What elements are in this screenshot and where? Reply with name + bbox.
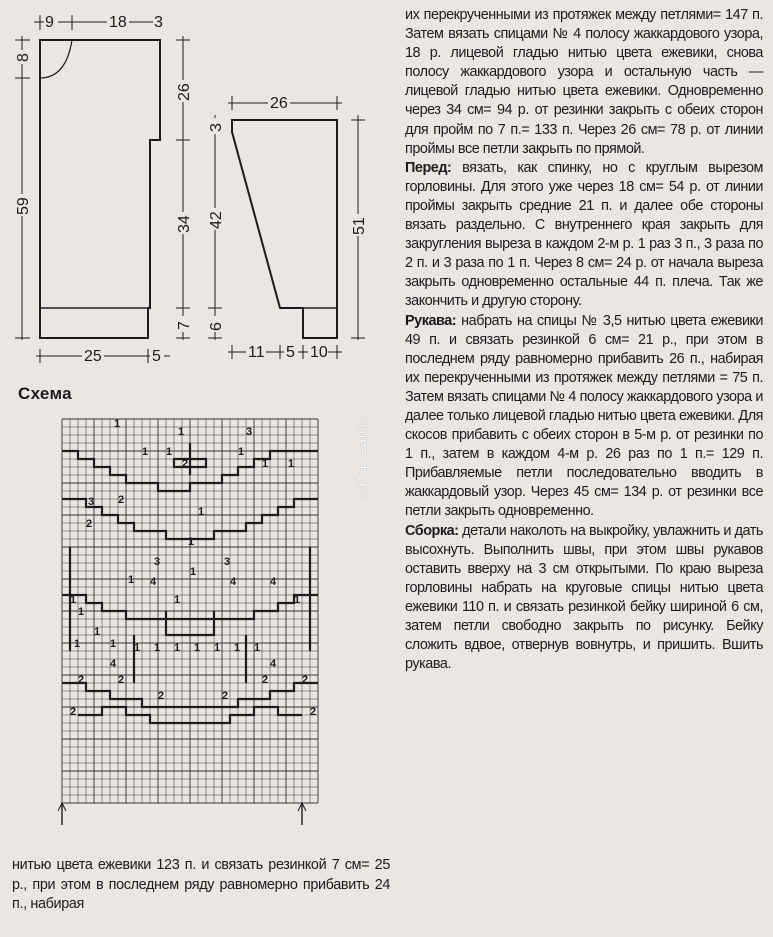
back-top-width-3: 3 (154, 14, 163, 31)
chart-cell-number: 1 (142, 446, 149, 458)
back-right-height-1: 26 (176, 83, 193, 101)
chart-cell-number: 1 (194, 642, 201, 654)
chart-cell-number: 2 (158, 690, 165, 702)
chart-cell-number: 3 (88, 496, 95, 508)
chart-cell-number: 1 (154, 642, 161, 654)
chart-cell-number: 4 (150, 576, 157, 588)
sleeve-right-height: 51 (351, 217, 368, 235)
front-text: вязать, как спинку, но с круглым вырезом горловины. Для этого уже через 18 см= 54 р. от линии проймы закрыть средние 21 п. и далее обе стороны вязать раздельно. С внутреннего края закрыть для закругления выреза в каждом 2-м р. 1 раз 3 п., 3 раза по 2 п. и 3 раза по 1 п. Через 8 см= 24 р. от начала выреза закрыть одновременно остальные 44 п. плеча. Так же закончить и другую сторону. (405, 159, 763, 310)
instructions-column (405, 6, 763, 674)
back-right-height-2: 34 (176, 215, 193, 233)
chart-cell-number: 1 (178, 426, 185, 438)
sleeve-left-height-2: 42 (208, 211, 225, 229)
sleeves-text: набрать на спицы № 3,5 нитью цвета ежевики 49 п. и связать резинкой 6 см= 21 р., при этом в последнем ряду равномерно прибавить 26 п., набирая их перекрученными из протяжек между петлями = 75 п. Затем вязать спицами № 4 полосу жаккардового узора и далее только лицевой гладью нитью цвета ежевики. Для скосов прибавить с обеих сторон в 5-м р. от резинки по 1 п., затем в каждом 4-м р. 26 раз по 1 п.= 129 п. Прибавляемые петли последовательно вводить в жаккардовый узор. Через 45 см= 134 р. от резинки все петли закрыть одновременно. (405, 312, 763, 520)
sleeve-top-width: 26 (270, 95, 288, 112)
sleeve-left-height-3: 6 (208, 322, 225, 331)
chart-cell-number: 1 (134, 642, 141, 654)
chart-cell-number: 2 (222, 690, 229, 702)
back-intro-text: нитью цвета ежевики 123 п. и связать резинкой 7 см= 25 р., при этом в последнем ряду равномерно прибавить 24 п., набирая (12, 857, 390, 912)
motif-line (174, 443, 206, 475)
schematic-svg (0, 0, 400, 380)
back-bottom-width-2: 5 (152, 348, 161, 365)
chart-cell-number: 1 (70, 594, 77, 606)
chart-cell-number: 1 (74, 638, 81, 650)
chart-cell-number: 4 (110, 658, 117, 670)
sleeve-bottom-width-2: 5 (286, 344, 295, 361)
sleeve-left-height-1: 3 (208, 123, 225, 132)
chart-cell-number: 2 (70, 706, 77, 718)
watermark: natalianis (355, 411, 370, 500)
sleeve-bottom-width-3: 10 (310, 344, 328, 361)
sleeve-bottom-width-1: 11 (248, 344, 265, 361)
assembly-text: детали наколоть на выкройку, увлажнить и дать высохнуть. Выполнить швы, при этом швы рукавов оставить вверху на 3 см открытыми. По краю выреза горловины набрать на круговые спицы нитью цвета ежевики 110 п. и связать резинкой бейку шириной 6 см, затем петли свободно закрыть по рисунку. Бейку сложить вдвое, отвернув вовнутрь, и пришить. Вшить рукава. (405, 522, 763, 673)
chart-cell-number: 2 (310, 706, 317, 718)
knitting-chart (58, 415, 320, 835)
chart-cell-number: 1 (78, 606, 85, 618)
bottom-text-block (12, 856, 390, 915)
chart-numbers (70, 418, 316, 718)
chart-cell-number: 1 (288, 458, 295, 470)
chart-cell-number: 1 (174, 594, 181, 606)
back-left-height-2: 59 (15, 197, 32, 215)
chart-grid (58, 419, 318, 825)
schema-title: Схема (18, 384, 72, 403)
chart-cell-number: 1 (174, 642, 181, 654)
back-top-width-2: 18 (109, 14, 127, 31)
chart-cell-number: 1 (94, 626, 101, 638)
sleeves-heading: Рукава: (405, 312, 457, 329)
chart-cell-number: 1 (166, 446, 173, 458)
chart-cell-number: 4 (270, 658, 277, 670)
chart-cell-number: 3 (224, 556, 231, 568)
chart-cell-number: 2 (262, 674, 269, 686)
chart-cell-number: 2 (118, 674, 125, 686)
chart-cell-number: 2 (302, 674, 309, 686)
chart-cell-number: 3 (154, 556, 161, 568)
chart-cell-number: 1 (234, 642, 241, 654)
sleeve-outline (232, 120, 337, 338)
chart-cell-number: 4 (270, 576, 277, 588)
chart-cell-number: 1 (190, 566, 197, 578)
chart-cell-number: 1 (188, 536, 195, 548)
back-bottom-width-1: 25 (84, 348, 102, 365)
chart-cell-number: 1 (262, 458, 269, 470)
chart-cell-number: 2 (118, 494, 125, 506)
chart-cell-number: 1 (128, 574, 135, 586)
back-piece-outline (40, 40, 160, 338)
back-right-height-3: 7 (176, 321, 193, 330)
chart-cell-number: 1 (238, 446, 245, 458)
back-continued-text: их перекрученными из протяжек между петлями= 147 п. Затем вязать спицами № 4 полосу жаккардового узора, 18 р. лицевой гладью нитью цвета ежевики, снова полосу жаккардового узора и остальную часть — лицевой гладью нитью цвета ежевики. Одновременно через 34 см= 94 р. от резинки закрыть с обеих сторон для пройм по 7 п.= 133 п. Через 26 см= 78 р. от линии проймы все петли закрыть по прямой. (405, 7, 763, 157)
chart-cell-number: 1 (114, 418, 121, 430)
chart-cell-number: 1 (198, 506, 205, 518)
chart-cell-number: 1 (294, 594, 301, 606)
assembly-heading: Сборка: (405, 522, 459, 539)
chart-cell-number: 1 (110, 638, 117, 650)
chart-cell-number: 3 (246, 426, 253, 438)
front-heading: Перед: (405, 159, 452, 176)
chart-cell-number: 4 (230, 576, 237, 588)
chart-cell-number: 2 (78, 674, 85, 686)
back-top-width-1: 9 (45, 14, 54, 31)
chart-cell-number: 1 (214, 642, 221, 654)
chart-cell-number: 2 (182, 458, 189, 470)
chart-cell-number: 2 (86, 518, 93, 530)
back-left-height-1: 8 (15, 53, 32, 62)
chart-cell-number: 1 (254, 642, 261, 654)
